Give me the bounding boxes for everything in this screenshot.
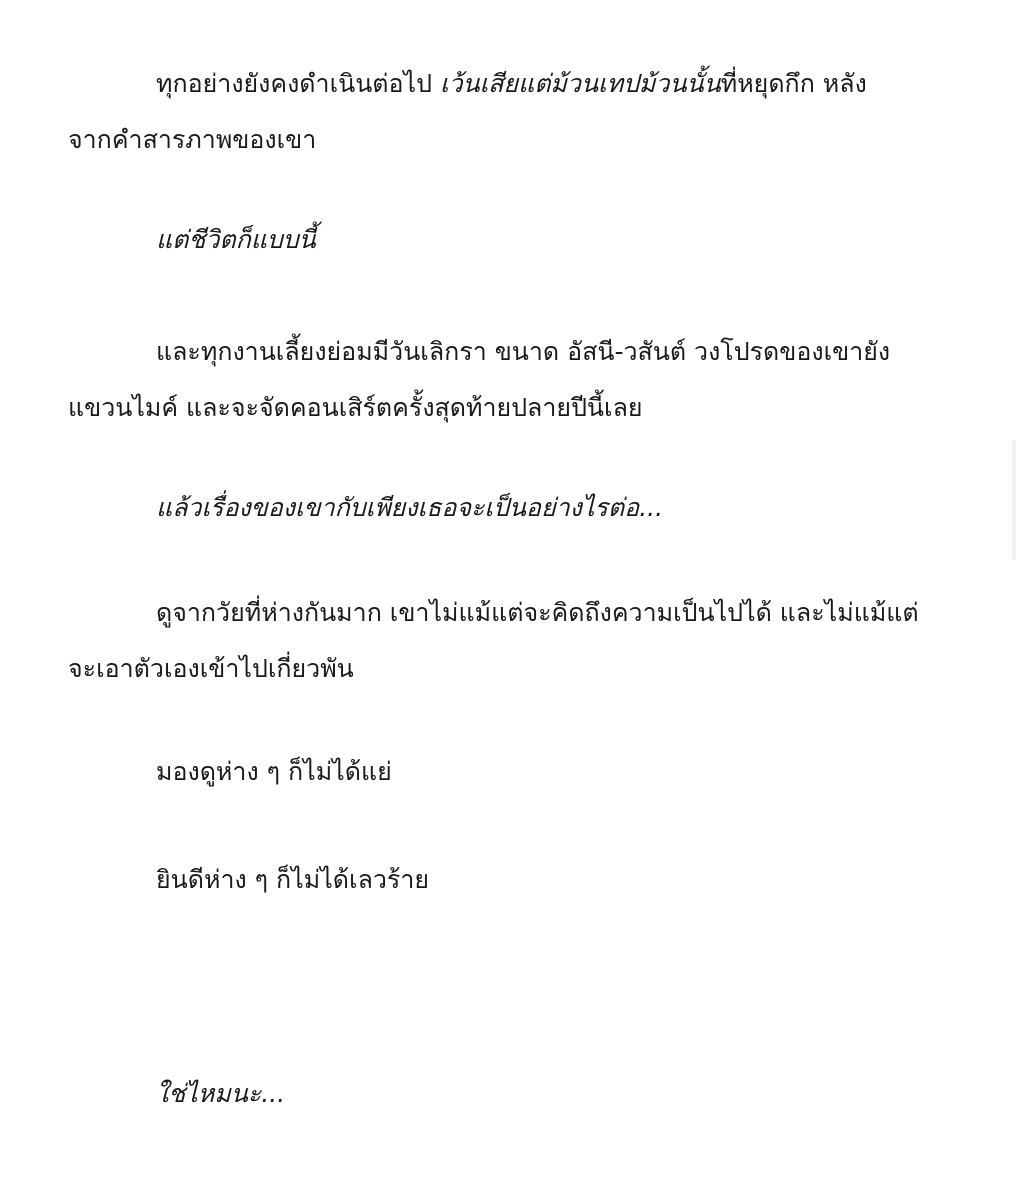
paragraph-3-line-2: แขวนไมค์ และจะจัดคอนเสิร์ตครั้งสุดท้ายปลายปีนี้เลย [68,393,643,422]
paragraph-1-italic-text: เว้นเสียแต่ม้วนเทปม้วนนั้น [439,69,721,98]
paragraph-1-text-c: ที่หยุดกึก หลัง [720,69,867,98]
paragraph-3 [68,324,948,436]
paragraph-4 [68,480,948,536]
paragraph-5 [68,585,948,697]
paragraph-7-line-1: ยินดีห่าง ๆ ก็ไม่ได้เลวร้าย [156,865,430,894]
paragraph-6 [68,744,948,800]
paragraph-4-line-1: แล้วเรื่องของเขากับเพียงเธอจะเป็นอย่างไรต่อ... [156,493,663,522]
paragraph-8-line-1: ใช่ไหมนะ... [156,1079,286,1108]
paragraph-8 [68,1066,948,1122]
paragraph-1 [68,56,948,168]
paragraph-2-line-1: แต่ชีวิตก็แบบนี้ [156,225,316,254]
paragraph-3-line-1: และทุกงานเลี้ยงย่อมมีวันเลิกรา ขนาด อัสนี-วสันต์ วงโปรดของเขายัง [156,337,891,366]
paragraph-1-line-2: จากคำสารภาพของเขา [68,125,317,154]
paragraph-5-line-2: จะเอาตัวเองเข้าไปเกี่ยวพัน [68,654,354,683]
paragraph-1-text-a: ทุกอย่างยังคงดำเนินต่อไป [156,69,440,98]
paragraph-7 [68,852,948,908]
paragraph-6-line-1: มองดูห่าง ๆ ก็ไม่ได้แย่ [156,757,392,786]
paragraph-2 [68,212,948,268]
scrollbar[interactable] [1012,440,1016,560]
paragraph-1-line-1 [68,56,948,112]
paragraph-5-line-1: ดูจากวัยที่ห่างกันมาก เขาไม่แม้แต่จะคิดถึงความเป็นไปได้ และไม่แม้แต่ [156,598,919,627]
